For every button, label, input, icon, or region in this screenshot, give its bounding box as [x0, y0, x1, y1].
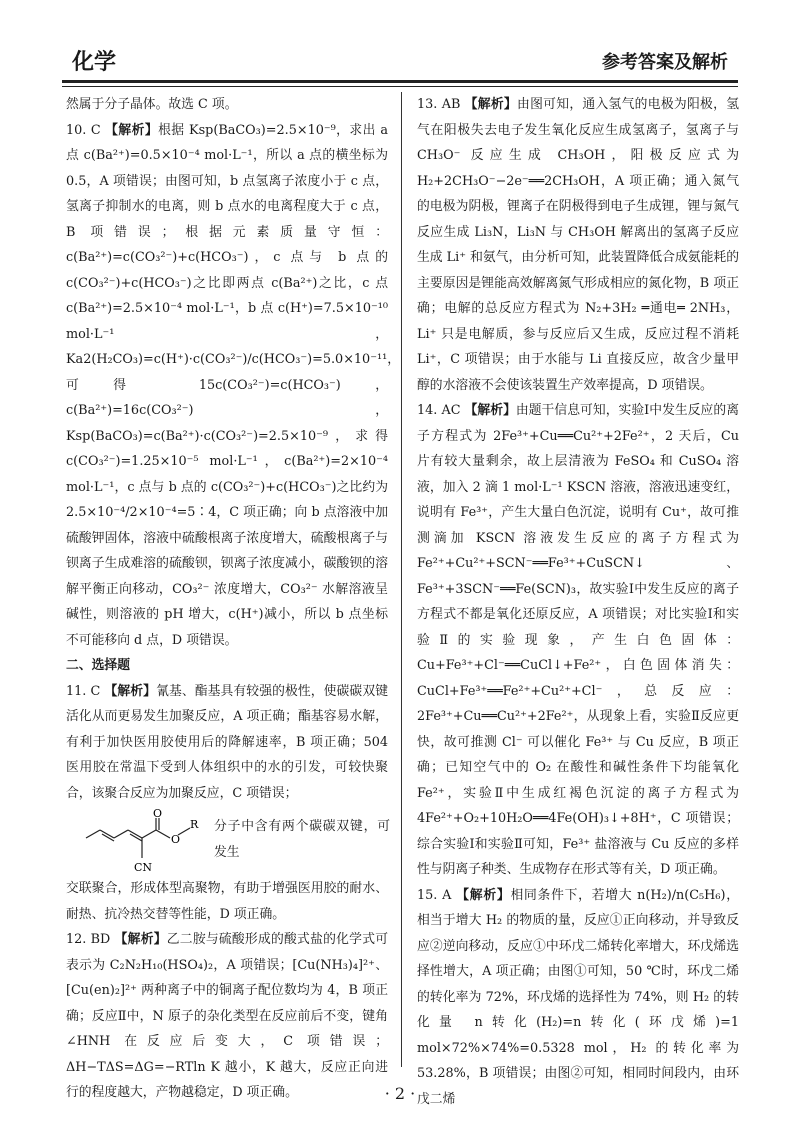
- oxygen-label: O: [153, 808, 163, 820]
- analysis-tag: 【解析】: [464, 97, 518, 112]
- answer-14-number: 14. AC: [417, 403, 461, 418]
- answer-15-number: 15. A: [417, 887, 452, 903]
- analysis-tag: 【解析】: [456, 887, 511, 903]
- header-rule-thin: [62, 86, 738, 87]
- left-column: [66, 92, 401, 1106]
- column-divider: [401, 92, 402, 1067]
- answer-10-text: 根据 Ksp(BaCO₃)=2.5×10⁻⁹，求出 a 点 c(Ba²⁺)=0.5×10⁻⁴ mol·L⁻¹，所以 a 点的横坐标为 0.5，A 项错误；由图可知，b 点氢离子浓度小于 c 点，氢离子抑制水的电离，则 b 点水的电离程度大于 c 点，B 项错误；根据元素质量守恒：c(Ba²⁺)=c(CO₃²⁻)+c(HCO₃⁻)，c 点与 b 点的 c(CO₃²⁻)+c(HCO₃⁻)之比即两点 c(Ba²⁺)之比，c 点 c(Ba²⁺)=2.5×10⁻⁴ mol·L⁻¹，b 点 c(H⁺)=7.5×10⁻¹⁰ mol·L⁻¹，Ka2(H₂CO₃)=c(H⁺)·c(CO₃²⁻)/c(HCO₃⁻)=5.0×10⁻¹¹，可得 15c(CO₃²⁻)=c(HCO₃⁻)，c(Ba²⁺)=16c(CO₃²⁻)，Ksp(BaCO₃)=c(Ba²⁺)·c(CO₃²⁻)=2.5×10⁻⁹，求得 c(CO₃²⁻)=1.25×10⁻⁵ mol·L⁻¹，c(Ba²⁺)=2×10⁻⁴ mol·L⁻¹，c 点与 b 点的 c(CO₃²⁻)+c(HCO₃⁻)之比约为 2.5×10⁻⁴/2×10⁻⁴=5∶4，C 项正确；向 b 点溶液中加硫酸钾固体，溶液中硫酸根离子浓度增大，硫酸根离子与钡离子生成难溶的硫酸钡，钡离子浓度减小，碳酸钡的溶解平衡正向移动，CO₃²⁻ 浓度增大，CO₃²⁻ 水解溶液呈碱性，则溶液的 pH 增大，c(H⁺)减小，所以 b 点坐标不可能移向 d 点，D 项错误。: [66, 122, 401, 648]
- cyano-label: CN: [134, 861, 153, 874]
- page-number: · 2 ·: [384, 1084, 416, 1103]
- answer-12-number: 12. BD: [66, 932, 111, 947]
- answer-12-text: 乙二胺与硫酸形成的酸式盐的化学式可表示为 C₂N₂H₁₀(HSO₄)₂，A 项错误；[Cu(NH₃)₄]²⁺、[Cu(en)₂]²⁺ 两种离子中的铜离子配位数均为 4，B 项正确；反应Ⅱ中，N 原子的杂化类型在反应前后不变，键角∠HNH 在反应后变大，C 项错误；ΔH−TΔS=ΔG=−RTln K 越小，K 越大，反应正向进行的程度越大，产物越稳定，D 项正确。: [66, 932, 389, 1100]
- analysis-tag: 【解析】: [104, 683, 157, 699]
- analysis-tag: 【解析】: [464, 403, 516, 418]
- answer-10-number: 10. C: [66, 122, 101, 138]
- cyanoacrylate-structure: [84, 808, 214, 874]
- r-group-label: R: [190, 818, 199, 831]
- section-heading: 二、选择题: [66, 658, 130, 673]
- answer-14: [417, 398, 739, 883]
- answer-10: [66, 118, 401, 654]
- answer-13-number: 13. AB: [417, 97, 461, 112]
- answer-12: [66, 927, 388, 1106]
- oxygen-label-ester: O: [171, 833, 181, 846]
- answer-15: [417, 883, 739, 1113]
- answer-14-text: 由题干信息可知，实验Ⅰ中发生反应的离子方程式为 2Fe³⁺+Cu══Cu²⁺+2Fe²⁺，2 天后，Cu 片有较大量剩余，故上层清液为 FeSO₄ 和 CuSO₄ 溶液，加入 2 滴 1 mol·L⁻¹ KSCN 溶液，溶液迅速变红，说明有 Fe³⁺，产生大量白色沉淀，说明有 Cu⁺，故可推测滴加 KSCN 溶液发生反应的离子方程式为 Fe²⁺+Cu²⁺+SCN⁻══Fe³⁺+CuSCN↓、Fe³⁺+3SCN⁻══Fe(SCN)₃，故实验Ⅰ中发生反应的离子方程式不都是氧化还原反应，A 项错误；对比实验Ⅰ和实验Ⅱ的实验现象，产生白色固体：Cu+Fe³⁺+Cl⁻══CuCl↓+Fe²⁺，白色固体消失：CuCl+Fe³⁺══Fe²⁺+Cu²⁺+Cl⁻，总反应：2Fe³⁺+Cu══Cu²⁺+2Fe²⁺，从现象上看，实验Ⅱ反应更快，故可推测 Cl⁻ 可以催化 Fe³⁺ 与 Cu 反应，B 项正确；已知空气中的 O₂ 在酸性和碱性条件下均能氧化 Fe²⁺，实验Ⅱ中生成红褐色沉淀的离子方程式为 4Fe²⁺+O₂+10H₂O══4Fe(OH)₃↓+8H⁺，C 项错误；综合实验Ⅰ和实验Ⅱ可知，Fe³⁺ 盐溶液与 Cu 反应的多样性与阴离子种类、生成物存在形式等有关，D 项正确。: [417, 403, 740, 877]
- answer-13-text: 由图可知，通入氢气的电极为阳极，氢气在阳极失去电子发生氧化反应生成氢离子，氢离子与 CH₃O⁻ 反应生成 CH₃OH，阳极反应式为 H₂+2CH₃O⁻−2e⁻══2CH₃OH，A 项正确；通入氮气的电极为阴极，锂离子在阴极得到电子生成锂，锂与氮气反应生成 Li₃N，Li₃N 与 CH₃OH 解离出的氢离子反应生成 Li⁺ 和氨气，由分析可知，此装置降低合成氨能耗的主要原因是锂能高效解离氮气形成相应的氮化物，B 项正确；电解的总反应方程式为 N₂+3H₂ ═通电═ 2NH₃，Li⁺ 只是电解质，参与反应后又生成，反应过程不消耗 Li⁺，C 项错误；由于水能与 Li 直接反应，故含少量甲醇的水溶液不会使该装置生产效率提高，D 项错误。: [417, 97, 740, 393]
- answer-15-text: 相同条件下，若增大 n(H₂)/n(C₅H₆)，相当于增大 H₂ 的物质的量，反应①正向移动，并导致反应②逆向移动，反应①中环戊二烯转化率增大，环戊烯选择性增大，A 项正确；由图①可知，50 ℃时，环戊二烯的转化率为 72%，环戊烯的选择性为 74%，则 H₂ 的转化量 n转化(H₂)=n转化(环戊烯)=1 mol×72%×74%=0.5328 mol，H₂ 的转化率为 53.28%，B 项错误；由图②可知，相同时间段内，由环戊二烯: [417, 887, 739, 1107]
- analysis-tag: 【解析】: [105, 122, 159, 138]
- answer-11-text: 氰基、酯基具有较强的极性，使碳碳双键活化从而更易发生加聚反应，A 项正确；酯基容易水解，有利于加快医用胶使用后的降解速率，B 项正确；504 医用胶在常温下受到人体组织中的水的引发，可较快聚合，该聚合反应为加聚反应，C 项错误；: [66, 683, 389, 801]
- page-header: [0, 0, 800, 80]
- answer-13: [417, 92, 739, 398]
- answer-11-continued: 交联聚合，形成体型高聚物，有助于增强医用胶的耐水、耐热、抗冷热交替等性能，D 项正确。: [66, 881, 388, 922]
- doc-type-title: 参考答案及解析: [602, 52, 728, 73]
- structure-caption: 分子中含有两个碳碳双键，可发生: [214, 819, 390, 860]
- analysis-tag: 【解析】: [114, 932, 167, 947]
- right-column: [417, 92, 739, 1112]
- subject-title: 化学: [72, 49, 117, 75]
- q9-continuation: 然属于分子晶体。故选 C 项。: [66, 97, 238, 112]
- answer-11-number: 11. C: [66, 683, 101, 699]
- structure-figure: [66, 806, 388, 876]
- header-rule: [62, 80, 738, 83]
- answer-11: [66, 679, 388, 807]
